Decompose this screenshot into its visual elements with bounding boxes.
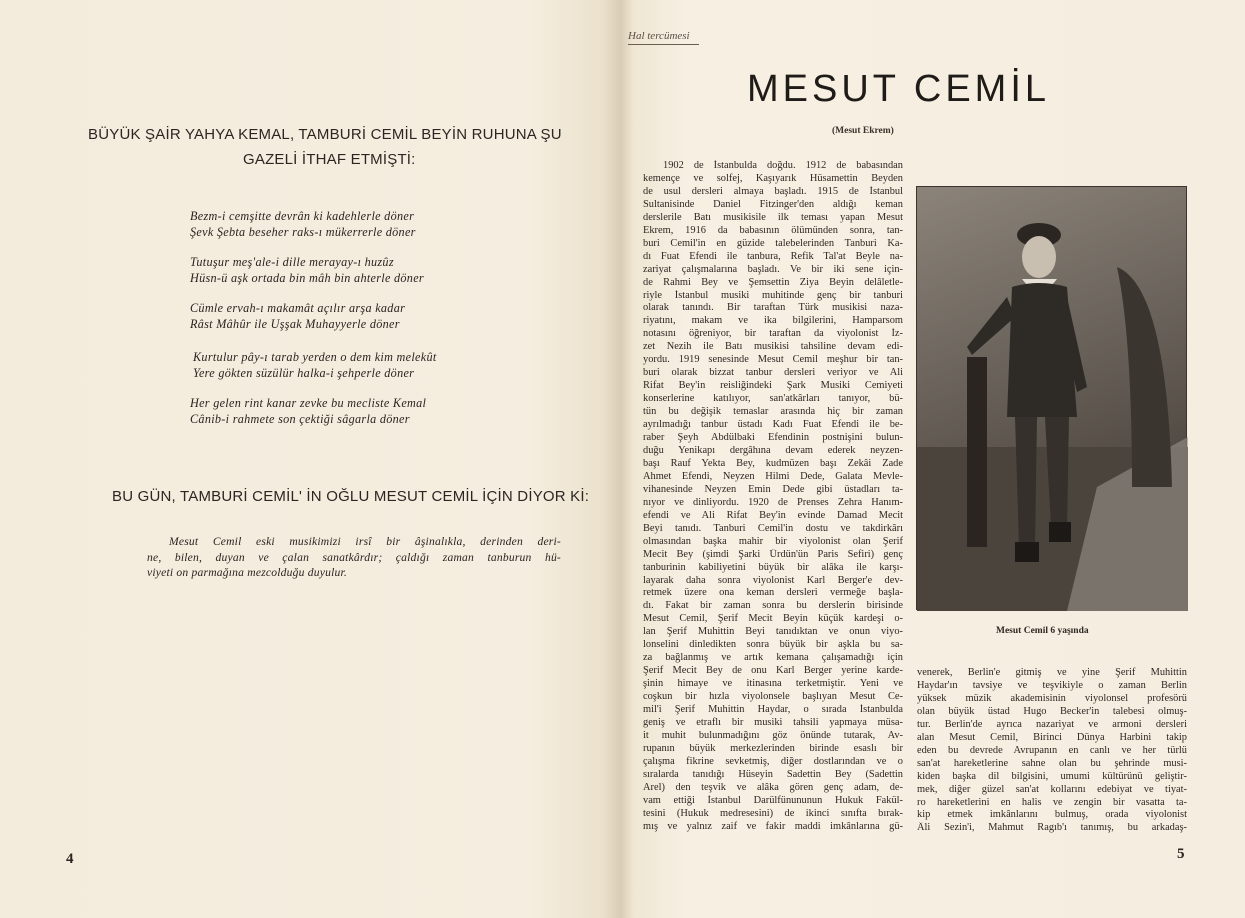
article-line: Haydar'ın tavsiye ve teşvikiyle o zaman Berlin — [917, 679, 1187, 691]
poem-couplet-2 — [190, 254, 424, 286]
article-line: za bağlanmış ve artık kemana çalışamadığı için — [643, 652, 903, 664]
poem-couplet-3 — [190, 300, 405, 332]
article-line: başı Rauf Yekta Bey, kudmüzen başı Zekâi Zade — [643, 457, 903, 469]
article-column-1 — [643, 160, 903, 834]
poem-line: Tutuşur meş'ale-i dille merayay-ı huzûz — [190, 255, 394, 269]
article-line: efendi ve Ali Rifat Bey'in evinde Damad Mecit — [643, 509, 903, 521]
article-line: kiden başka dil bilgisini, umumi kültürünü geliştir- — [917, 770, 1187, 782]
article-line: Beyi tanıdı. Tanburi Cemil'in dostu ve takdirkârı — [643, 522, 903, 534]
poem-couplet-1 — [190, 208, 416, 240]
dedication-heading-line-2: GAZELİ İTHAF ETMİŞTİ: — [243, 151, 416, 168]
article-line: de usul dersleri almaya başladı. 1915 de İstanbul — [643, 185, 903, 197]
section-label: Hal tercümesi — [628, 30, 699, 45]
article-line: Sultanisinde Daniel Fitzinger'den aldığı keman — [643, 198, 903, 210]
poem-line: Hüsn-ü aşk ortada bin mâh bin ahterle döner — [190, 271, 424, 285]
poem-line: Şevk Şebta beseher raks-ı mükerrerle döner — [190, 225, 416, 239]
article-line: dı. Fakat bir zaman sonra bu derslerin birisinde — [643, 600, 903, 612]
article-line: buri Cemil'in en güzide talebelerinden Tanburi Ka- — [643, 237, 903, 249]
article-line: san'at hareketlerine sahne olan bu şehrinde musi- — [917, 757, 1187, 769]
article-line: geniş ve etraflı bir musiki tahsili yapmaya müsa- — [643, 716, 903, 728]
poem-line: Bezm-i cemşitte devrân ki kadehlerle döner — [190, 209, 415, 223]
article-line: notasını öğreniyor, bir taraftan da viyolonist İz- — [643, 328, 903, 340]
article-line: alan Mesut Cemil, Birinci Dünya Harbini takip — [917, 731, 1187, 743]
article-line: Mesut Cemil, Şerif Mecit Beyin küçük kardeşi o- — [643, 613, 903, 625]
article-line: duğu Yenikapı dergâhına devam ederek neyzen- — [643, 444, 903, 456]
article-line: Şerif Mecit Bey de onu Karl Berger yerine karde- — [643, 665, 903, 677]
article-line: mek, diğer güzel san'at kollarını edebiyat ve tiyat- — [917, 783, 1187, 795]
article-title: MESUT CEMİL — [747, 68, 1051, 110]
article-line: tur. Berlin'de ayrıca nazariyat ve armoni dersleri — [917, 718, 1187, 730]
article-line: lan Şerif Muhittin Beyi tanıdıktan ve onun viyo- — [643, 626, 903, 638]
article-line: buri olarak bizzat tanbur dersleri veriyor ve Ali — [643, 367, 903, 379]
poem-line: Râst Mâhûr ile Uşşak Muhayyerle döner — [190, 317, 400, 331]
page-number: 5 — [1177, 846, 1185, 862]
article-line: Arel) den teşvik ve alâka gören genç adam, de- — [643, 781, 903, 793]
article-line: it muhit bulunmadığını göz önünde tutarak, Av- — [643, 729, 903, 741]
article-line: olarak tanındı. Bir taraftan Türk musikisi naza- — [643, 302, 903, 314]
poem-line: Cümle ervah-ı makamât açılır arşa kadar — [190, 301, 406, 315]
left-page — [0, 0, 621, 918]
article-line: mış ve yalnız zaif ve fakir maddi imkânlarına gü- — [643, 820, 903, 832]
article-line: raber Şeyh Abdülbaki Efendinin postnişini bulun- — [643, 432, 903, 444]
article-line: Ahmet Efendi, Neyzen Hilmi Dede, Galata Mevle- — [643, 470, 903, 482]
poem-line: Yere gökten süzülür halka-i şehperle döner — [193, 366, 415, 380]
article-line: ro hareketlerini en halis ve zengin bir vasatta ta- — [917, 796, 1187, 808]
article-line: retmek üzere ona keman dersleri vermeğe başla- — [643, 587, 903, 599]
article-line: Rifat Bey'in reisliğindeki Şark Musiki Cemiyeti — [643, 380, 903, 392]
article-line: nıyor ve dinliyordu. 1920 de Prenses Zehra Hanım- — [643, 496, 903, 508]
article-line: riyatını, makam ve ika bilgilerini, Hamparsom — [643, 315, 903, 327]
article-column-2 — [917, 667, 1187, 835]
poem-line: Her gelen rint kanar zevke bu mecliste Kemal — [190, 396, 427, 410]
article-line: Âli Sezin'i, Mahmut Ragıb'ı tanımış, bu arkadaş- — [917, 822, 1187, 834]
dedication-heading-line-1: BÜYÜK ŞAİR YAHYA KEMAL, TAMBURİ CEMİL BEYİN RUHUNA ŞU — [88, 126, 562, 143]
article-line: yordu. 1919 senesinde Mesut Cemil meşhur bir tan- — [643, 354, 903, 366]
article-line: çalışma fikrine sevketmiş, diğer dostlarından ve o — [643, 755, 903, 767]
article-line: vihanesinde Neyzen Emin Dede gibi üstadları ta- — [643, 483, 903, 495]
article-line: tanburinin kabiliyetini büyük bir alâka ile karşı- — [643, 561, 903, 573]
article-line: kemençe ve solfej, Kaşıyarık Hüsamettin Beyden — [643, 172, 903, 184]
article-line: riyle İstanbul musiki muhitinde genç bir tanburi — [643, 289, 903, 301]
article-line: ayrılmadığı tanbur üstadı Kadı Fuat Efendi ile be- — [643, 419, 903, 431]
quote-line: viyeti on parmağına mezcolduğu duyulur. — [147, 566, 348, 579]
poem-couplet-4 — [193, 349, 437, 381]
article-line: lonselini dinledikten sonra büyük bir aşkla bu sa- — [643, 639, 903, 651]
article-line: derslerile Batı musikisile ilk teması yapan Mesut — [643, 211, 903, 223]
article-line: konserlerine katılıyor, san'atkârları tanıyor, bü- — [643, 393, 903, 405]
quote-paragraph — [147, 534, 561, 581]
article-line: layarak daha sonra viyolonist Karl Berger'e dev- — [643, 574, 903, 586]
poem-couplet-5 — [190, 395, 426, 427]
article-line: zariyat çalışmalarına başladı. Ve bir iki sene için- — [643, 263, 903, 275]
article-line: şinin himaye ve itinasına terketmiştir. Yeni ve — [643, 678, 903, 690]
article-line: tün bu değişik temaslar arasında hiç bir zaman — [643, 406, 903, 418]
article-line: olmasından başka mahir bir viyolonist olan Şerif — [643, 535, 903, 547]
article-line: olan büyük üstad Hugo Becker'in talebesi olmuş- — [917, 705, 1187, 717]
portrait-photo — [916, 186, 1187, 610]
article-line: tesini (Hukuk medresesini) de ikinci sınıfta bırak- — [643, 807, 903, 819]
article-line: dı Fuat Efendi ile tanbura, Refik Tal'at Beyle na- — [643, 250, 903, 262]
article-line: vam ettiği İstanbul Darülfünununun Hukuk Fakül- — [643, 794, 903, 806]
quote-line: ne, bilen, duyan ve çalan sanatkârdır; çaldığı zaman tanburun hü- — [147, 550, 561, 564]
article-author: (Mesut Ekrem) — [832, 126, 894, 136]
article-line: coşkun bir hızla viyolonsele başlıyan Mesut Ce- — [643, 691, 903, 703]
photo-caption: Mesut Cemil 6 yaşında — [996, 626, 1089, 636]
quote-line: Mesut Cemil eski musikimizi irsî bir âşinalıkla, derinden deri- — [169, 535, 561, 548]
page-number: 4 — [66, 851, 74, 867]
article-line: yüksek müzik akademisinin viyolonsel profesörü — [917, 692, 1187, 704]
article-line: venerek, Berlin'e gitmiş ve yine Şerif Muhittin — [917, 667, 1187, 678]
article-line: rupanın büyük merkezlerinden birinde esaslı bir — [643, 742, 903, 754]
poem-line: Cânib-i rahmete son çektiği sâgarla döner — [190, 412, 410, 426]
article-line: Mecit Bey (şimdi Şarki Ürdün'ün Paris Sefiri) genç — [643, 548, 903, 560]
article-line: kip etmek imkânlarını bulmuş, orada viyolonist — [917, 809, 1187, 821]
article-line: Ekrem, 1916 da babasının ölümünden sonra, tan- — [643, 224, 903, 236]
article-line: sıralarda tanıdığı Hüseyin Sadettin Bey (Sadettin — [643, 768, 903, 780]
article-line: mil'i Şerif Muhittin Haydar, o sırada İstanbulda — [643, 704, 903, 716]
son-heading: BU GÜN, TAMBURİ CEMİL' İN OĞLU MESUT CEMİL İÇİN DİYOR Kİ: — [112, 488, 590, 505]
poem-line: Kurtulur pây-ı tarab yerden o dem kim melekût — [193, 350, 437, 364]
article-line: de Rahmi Bey ve Şemsettin Ziya Beyin delâletle- — [643, 276, 903, 288]
boy-portrait-image — [917, 187, 1188, 611]
article-line: zet Nezih ile Batı musikisi tahsiline devam edi- — [643, 341, 903, 353]
article-line: 1902 de İstanbulda doğdu. 1912 de babasından — [663, 160, 903, 171]
article-line: eden bu devrede Avrupanın en canlı ve her türlü — [917, 744, 1187, 756]
